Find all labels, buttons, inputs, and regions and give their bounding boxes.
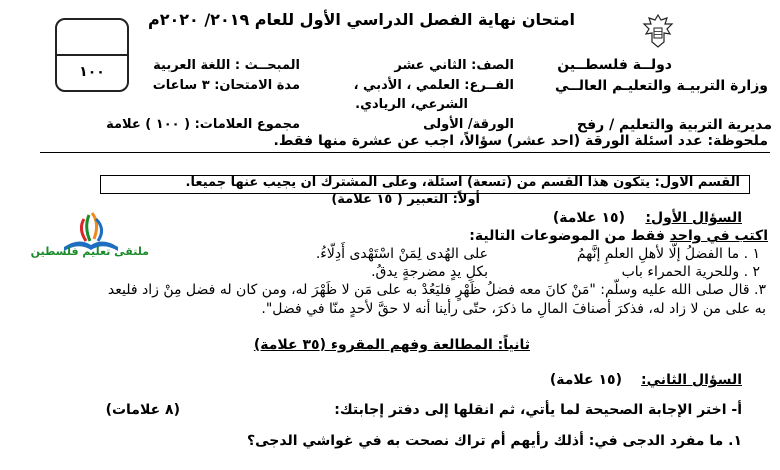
header-subject: المبحــث : اللغة العربية [153, 58, 300, 73]
q1-instruction-rest: فقط من الموضوعات التالية: [469, 228, 665, 244]
header-ministry: وزارة التربيـة والتعليـم العالــي [554, 78, 768, 94]
header-directorate: مديرية التربية والتعليم / رفح [576, 117, 772, 133]
score-box [55, 18, 129, 92]
q1-topic2-part1: ٢ . وللحرية الحمراء باب [621, 264, 760, 280]
q2-item1: ١. ما مفرد الدجى في: أذلك رأيهم أم تراك نصحت به في غواشي الدجى؟ [246, 433, 742, 449]
exam-title: امتحان نهاية الفصل الدراسي الأول للعام ٢٠١٩/ ٢٠٢٠م [147, 10, 575, 29]
section2-title: ثانياً: المطالعة وفهم المقروء (٣٥ علامة) [253, 337, 530, 353]
section1-instruction: القسم الاول: يتكون هذا القسم من (تسعة) اسئلة، وعلى المشترك ان يجيب عنها جميعا. [185, 175, 740, 190]
q1-marks: (١٥ علامة) [552, 210, 625, 226]
section1-part-title: أولاً: التعبير ( ١٥ علامة) [331, 192, 480, 207]
q1-topic1-part1: ١ . ما الفضلُ إلّا لأهلِ العلمِ إنَّهمُ [576, 246, 760, 262]
q2-part-a: أ- اختر الإجابة الصحيحة لما يأتي، ثم انقلها إلى دفتر إجابتك: [334, 402, 742, 418]
header-duration: مدة الامتحان: ٣ ساعات [152, 78, 300, 93]
header-paper: الورقة/ الأولى [423, 117, 514, 132]
exam-note: ملحوظة: عدد اسئلة الورقة (احد عشر) سؤالاً، اجب عن عشرة منها فقط. [273, 133, 768, 149]
site-logo-label: ملتقى تعليم فلسطين [30, 245, 149, 258]
q1-title: السؤال الأول: [645, 210, 742, 226]
score-divider [57, 54, 127, 56]
header-state: دولــة فلسطــين [557, 57, 672, 73]
q1-topic3-line2: به على من لا زاد له، فذكرَ أصنافَ المالِ ما ذكرَ، حتّى رأينا أنه لا حقَّ لأحدٍ منّا في فضل". [261, 301, 766, 317]
q1-topic2-part2: بكلِ يدٍ مضرجةٍ يدقُ. [371, 264, 488, 280]
q1-topic1-part2: على الهُدى لِمَنْ اسْتَهْدى أَدِلّاءُ. [315, 246, 488, 262]
header-branch-cont: الشرعي، الريادي. [355, 97, 468, 112]
q2-part-a-marks: (٨ علامات) [105, 402, 180, 418]
q1-instruction-emph: اكتب في واحد [669, 228, 768, 244]
header-total-marks: مجموع العلامات: ( ١٠٠ ) علامة [106, 117, 300, 132]
q1-topic3-line1: ٣. قال صلى الله عليه وسلّم: "مَنْ كانَ معه فضلُ ظَهْرٍ فليَعُدْ به على مَن لا ظَهْرَ له، ومن كان له فضل مِنْ زاد فليعد [107, 282, 766, 298]
palestine-emblem-icon [640, 12, 676, 50]
header-divider [40, 152, 770, 153]
q1-instruction [469, 228, 768, 244]
q2-title: السؤال الثاني: [641, 372, 742, 388]
score-value: ١٠٠ [79, 64, 105, 80]
header-grade: الصف: الثاني عشر [394, 58, 514, 73]
q2-marks: (١٥ علامة) [549, 372, 622, 388]
header-branch: الفــرع: العلمي ، الأدبي ، [353, 78, 514, 93]
